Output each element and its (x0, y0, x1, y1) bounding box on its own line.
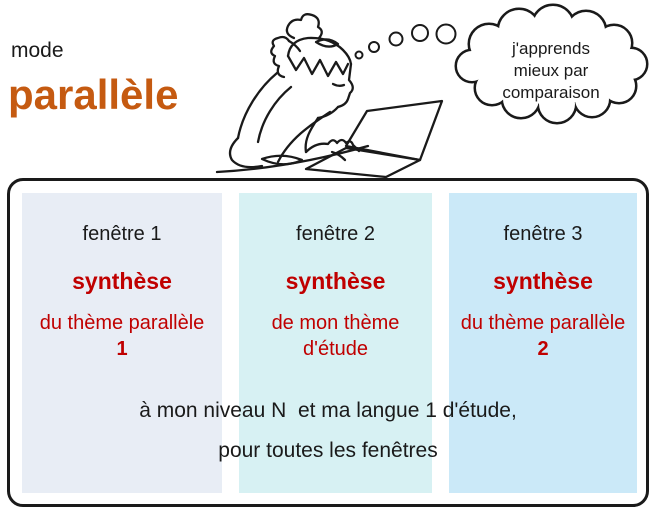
thought-bubble-line: comparaison (502, 83, 600, 102)
footnote-line1: à mon niveau N et ma langue 1 d'étude, (139, 399, 517, 422)
panel-description-line2: 2 (537, 338, 549, 360)
panel-description (449, 310, 637, 362)
panel-heading: synthèse (72, 268, 172, 294)
mode-label: mode (11, 39, 64, 62)
window-label: fenêtre 1 (82, 223, 162, 245)
footnote-line2: pour toutes les fenêtres (218, 439, 438, 462)
panel-description-line2: 1 (116, 338, 128, 360)
panel-description-line2: d'étude (303, 338, 368, 360)
window-label: fenêtre 2 (296, 223, 375, 245)
person-figure (217, 14, 442, 177)
thought-bubble-line: mieux par (513, 61, 589, 80)
panel-description-line1: de mon thème (271, 312, 400, 334)
page-title: parallèle (8, 71, 179, 118)
panel-description-line1: du thème parallèle (460, 312, 626, 334)
thought-trail-dots (356, 25, 456, 59)
panel-heading: synthèse (493, 268, 593, 294)
panel-description-line1: du thème parallèle (39, 312, 205, 334)
window-label: fenêtre 3 (503, 223, 583, 245)
thought-bubble-line: j'apprends (512, 39, 590, 58)
panel-description (22, 310, 222, 362)
board-footnote (10, 397, 646, 464)
thought-bubble-text (473, 38, 629, 104)
panel-heading: synthèse (285, 268, 386, 294)
panel-description (239, 310, 432, 362)
windows-board (7, 178, 649, 507)
